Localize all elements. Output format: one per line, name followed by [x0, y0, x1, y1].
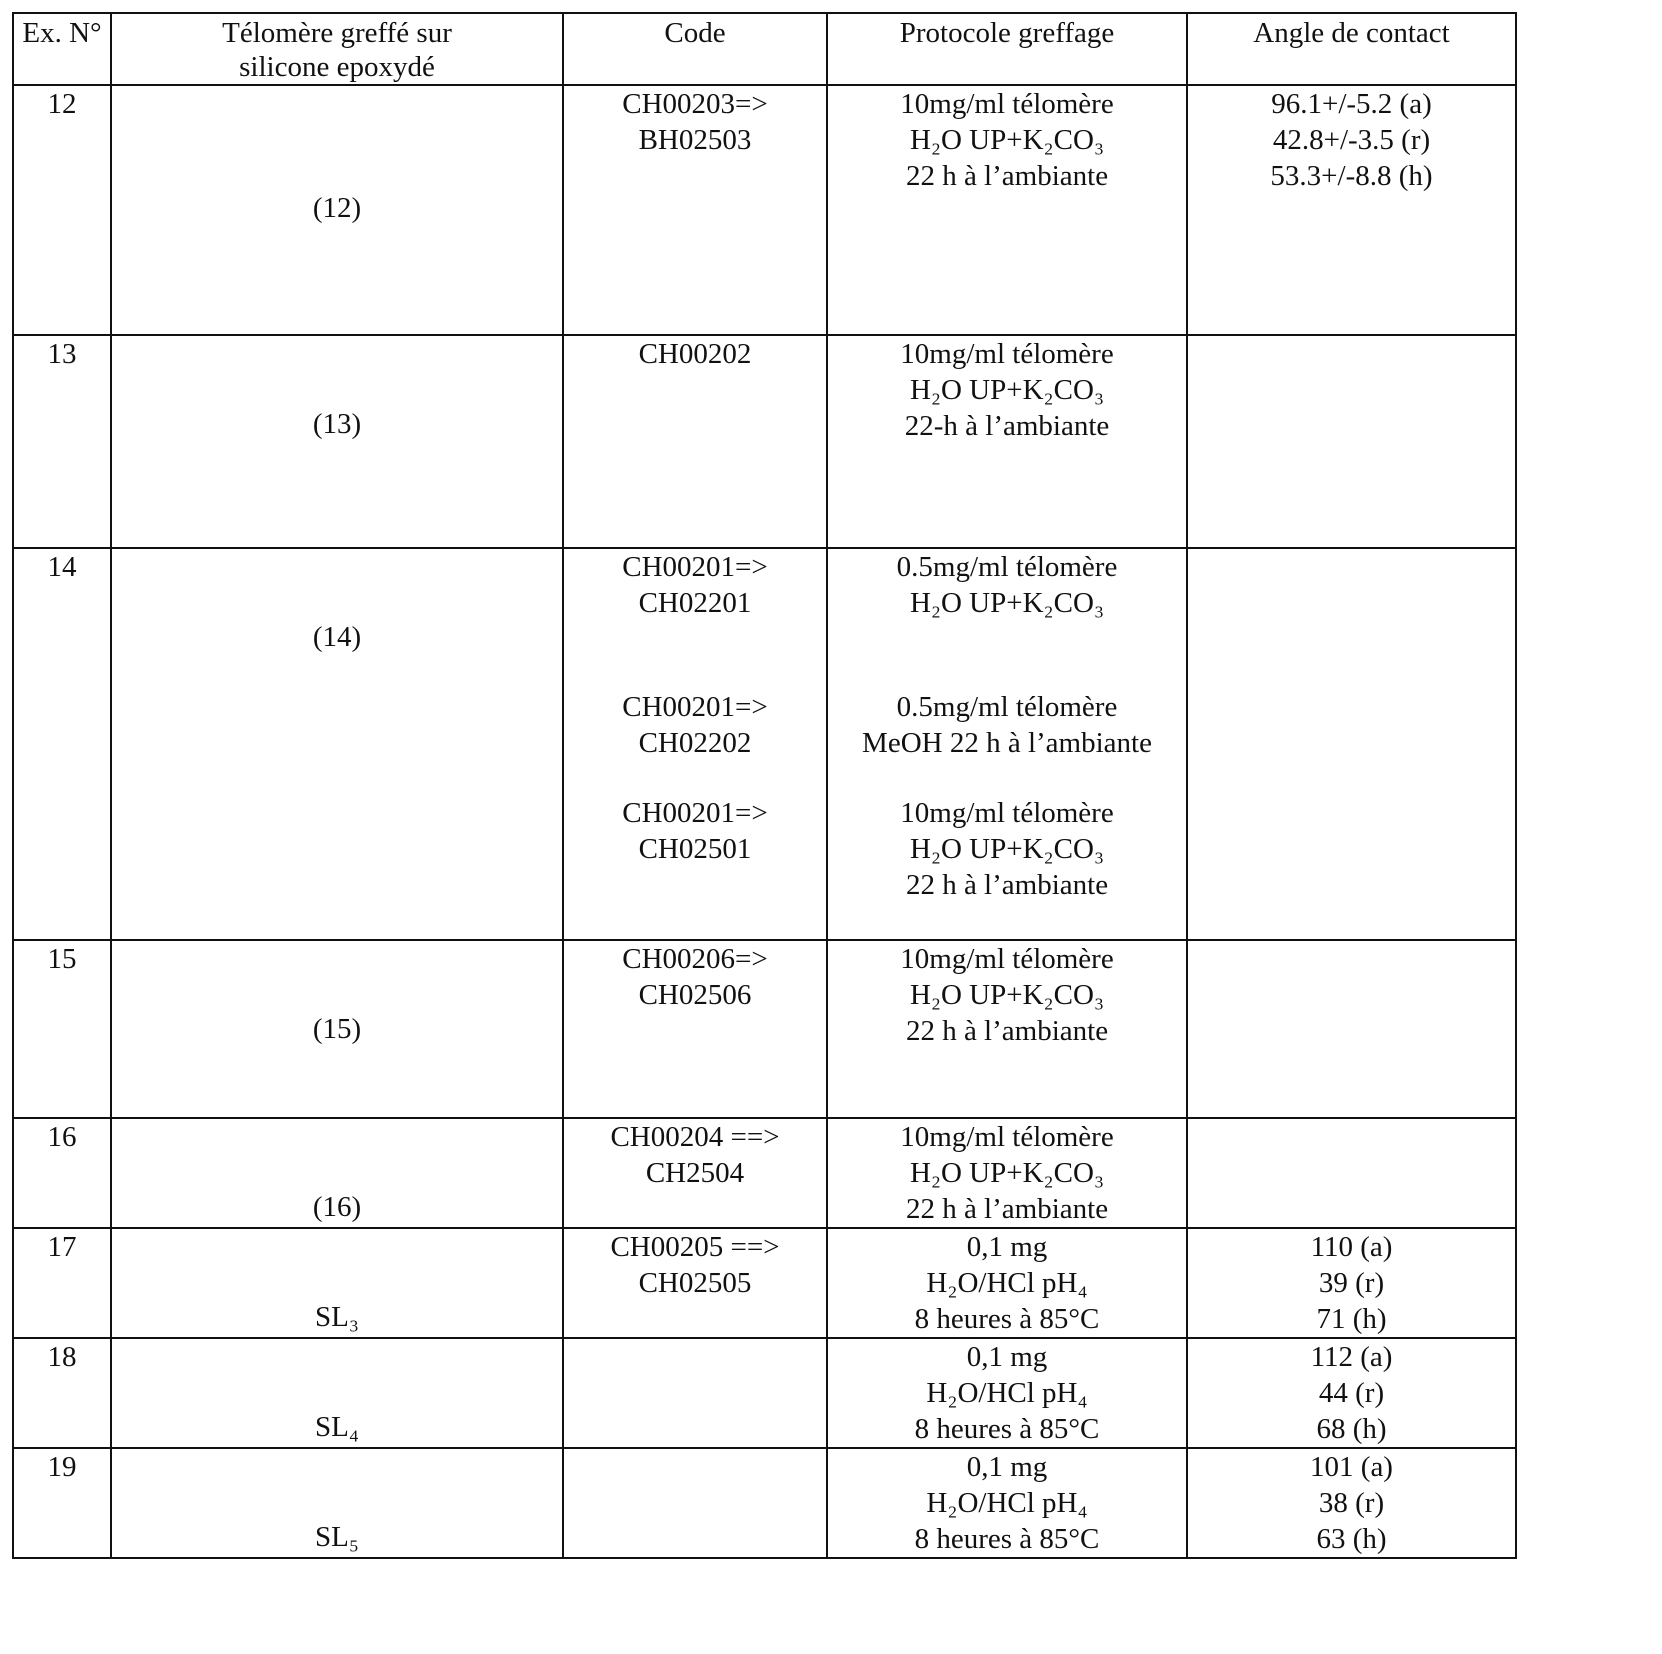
compound-cell	[111, 1448, 563, 1558]
table-row	[13, 1118, 1516, 1228]
protocol-cell: 10mg/ml télomère H₂O UP+K₂CO₃ 22-h à l’ambiante	[827, 335, 1187, 548]
ex-number: 16	[13, 1118, 111, 1228]
ex-number: 18	[13, 1338, 111, 1448]
ex-number: 13	[13, 335, 111, 548]
code-cell	[563, 1338, 827, 1448]
table-row	[13, 335, 1516, 548]
ex-number: 19	[13, 1448, 111, 1558]
code-cell: CH00202	[563, 335, 827, 548]
protocol-cell: 0,1 mg H₂O/HCl pH₄ 8 heures à 85°C	[827, 1228, 1187, 1338]
header-telomere: Télomère greffé sur silicone epoxydé	[111, 13, 563, 85]
compound-cell	[111, 1228, 563, 1338]
contact-angle-cell: 112 (a) 44 (r) 68 (h)	[1187, 1338, 1516, 1448]
compound-cell	[111, 1338, 563, 1448]
code-cell: CH00205 ==> CH02505	[563, 1228, 827, 1338]
table-row	[13, 1228, 1516, 1338]
compound-label: (15)	[312, 1013, 362, 1045]
table-row	[13, 85, 1516, 335]
protocol-cell: 0,1 mg H₂O/HCl pH₄ 8 heures à 85°C	[827, 1338, 1187, 1448]
header-ex-no: Ex. N°	[13, 13, 111, 85]
contact-angle-cell	[1187, 548, 1516, 940]
contact-angle-cell: 101 (a) 38 (r) 63 (h)	[1187, 1448, 1516, 1558]
contact-angle-cell	[1187, 1118, 1516, 1228]
compound-cell	[111, 85, 563, 335]
code-cell: CH00206=> CH02506	[563, 940, 827, 1118]
compound-cell	[111, 335, 563, 548]
header-row	[13, 13, 1516, 85]
compound-label: (13)	[312, 408, 362, 440]
compound-label: SL₅	[315, 1521, 359, 1553]
table-row	[13, 1448, 1516, 1558]
contact-angle-cell: 110 (a) 39 (r) 71 (h)	[1187, 1228, 1516, 1338]
code-cell: CH00201=> CH02201 CH00201=> CH02202 CH00201=> CH02501	[563, 548, 827, 940]
contact-angle-cell: 96.1+/-5.2 (a) 42.8+/-3.5 (r) 53.3+/-8.8 (h)	[1187, 85, 1516, 335]
compound-label: SL₄	[315, 1411, 359, 1443]
table-row	[13, 1338, 1516, 1448]
ex-number: 12	[13, 85, 111, 335]
grafting-results-table	[12, 12, 1517, 1559]
protocol-cell: 10mg/ml télomère H₂O UP+K₂CO₃ 22 h à l’ambiante	[827, 940, 1187, 1118]
protocol-cell: 10mg/ml télomère H₂O UP+K₂CO₃ 22 h à l’ambiante	[827, 85, 1187, 335]
compound-label: (14)	[312, 621, 362, 653]
contact-angle-cell	[1187, 940, 1516, 1118]
protocol-cell: 0.5mg/ml télomère H₂O UP+K₂CO₃ 0.5mg/ml télomère MeOH 22 h à l’ambiante 10mg/ml télomère H₂O UP+K₂CO₃ 22 h à l’ambiante	[827, 548, 1187, 940]
header-contact-angle: Angle de contact	[1187, 13, 1516, 85]
header-protocol: Protocole greffage	[827, 13, 1187, 85]
header-code: Code	[563, 13, 827, 85]
compound-label: SL₃	[315, 1301, 359, 1333]
compound-cell	[111, 1118, 563, 1228]
code-cell	[563, 1448, 827, 1558]
code-cell: CH00203=> BH02503	[563, 85, 827, 335]
compound-label: (16)	[312, 1191, 362, 1223]
compound-cell	[111, 548, 563, 940]
table-row	[13, 548, 1516, 940]
compound-label: (12)	[312, 192, 362, 224]
ex-number: 17	[13, 1228, 111, 1338]
contact-angle-cell	[1187, 335, 1516, 548]
ex-number: 14	[13, 548, 111, 940]
table-row	[13, 940, 1516, 1118]
ex-number: 15	[13, 940, 111, 1118]
protocol-cell: 0,1 mg H₂O/HCl pH₄ 8 heures à 85°C	[827, 1448, 1187, 1558]
compound-cell	[111, 940, 563, 1118]
protocol-cell: 10mg/ml télomère H₂O UP+K₂CO₃ 22 h à l’ambiante	[827, 1118, 1187, 1228]
code-cell: CH00204 ==> CH2504	[563, 1118, 827, 1228]
